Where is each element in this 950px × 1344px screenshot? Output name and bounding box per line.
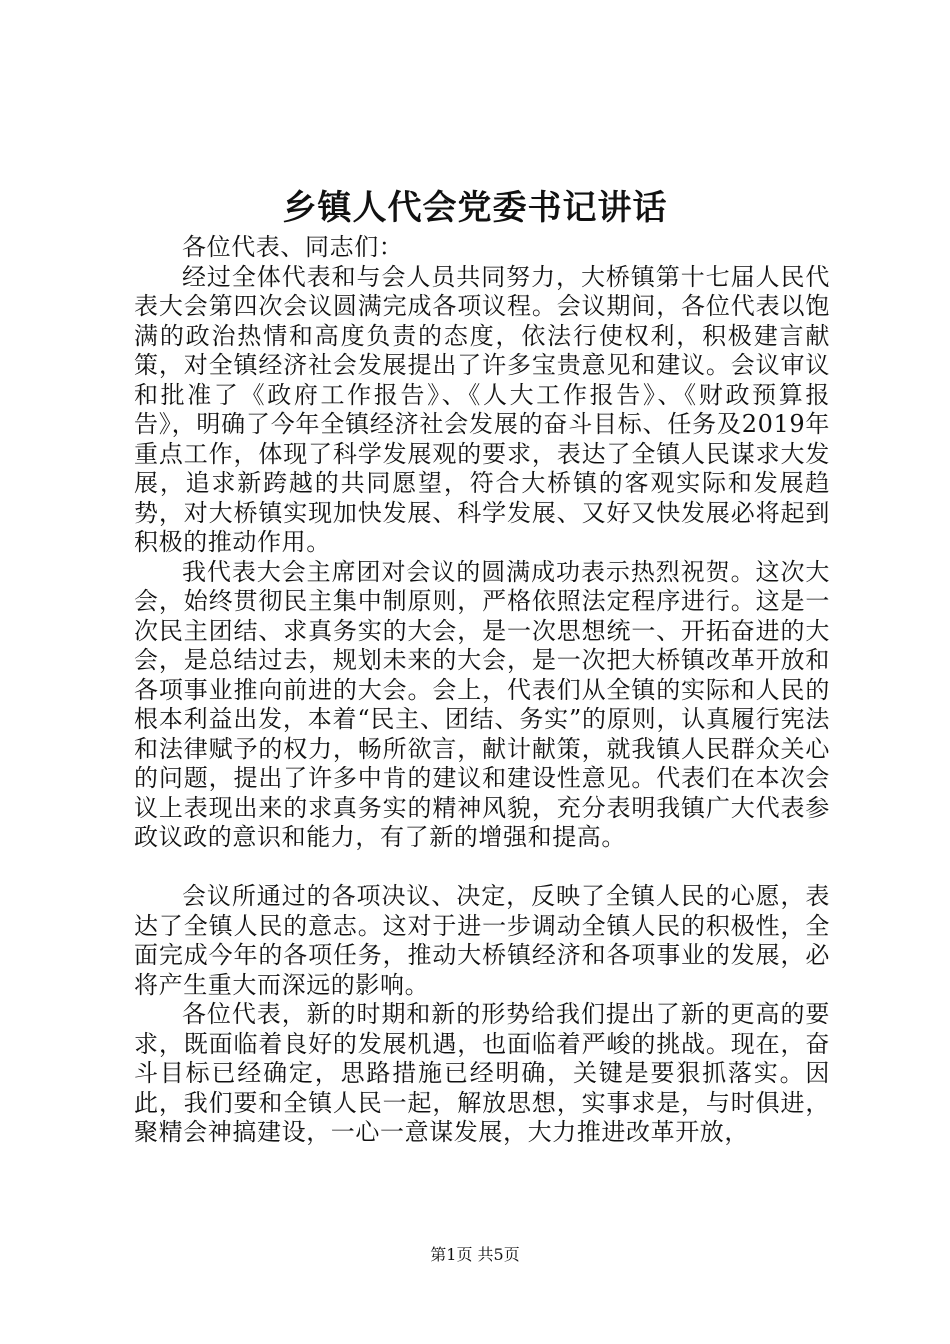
document-body xyxy=(134,233,830,1148)
salutation-paragraph: 各位代表、同志们： xyxy=(182,233,404,261)
document-title: 乡镇人代会党委书记讲话 xyxy=(282,188,668,228)
body-paragraph-3: 会议所通过的各项决议、决定，反映了全镇人民的心愿，表达了全镇人民的意志。这对于进一步调动全镇人民的积极性，全面完成今年的各项任务，推动大桥镇经济和各项事业的发展，必将产生重大而深远的影响。 xyxy=(134,882,830,999)
page-footer: 第1页 共5页 xyxy=(430,1245,520,1264)
body-paragraph-1: 经过全体代表和与会人员共同努力，大桥镇第十七届人民代表大会第四次会议圆满完成各项议程。会议期间，各位代表以饱满的政治热情和高度负责的态度，依法行使权利，积极建言献策，对全镇经济社会发展提出了许多宝贵意见和建议。会议审议和批准了《政府工作报告》、《人大工作报告》、《财政预算报告》，明确了今年全镇经济社会发展的奋斗目标、任务及2019年重点工作，体现了科学发展观的要求，表达了全镇人民谋求大发展，追求新跨越的共同愿望，符合大桥镇的客观实际和发展趋势，对大桥镇实现加快发展、科学发展、又好又快发展必将起到积极的推动作用。 xyxy=(134,262,830,556)
body-paragraph-2: 我代表大会主席团对会议的圆满成功表示热烈祝贺。这次大会，始终贯彻民主集中制原则，严格依照法定程序进行。这是一次民主团结、求真务实的大会，是一次思想统一、开拓奋进的大会，是总结过去，规划未来的大会，是一次把大桥镇改革开放和各项事业推向前进的大会。会上，代表们从全镇的实际和人民的根本利益出发，本着“民主、团结、务实”的原则，认真履行宪法和法律赋予的权力，畅所欲言，献计献策，就我镇人民群众关心的问题，提出了许多中肯的建议和建设性意见。代表们在本次会议上表现出来的求真务实的精神风貌，充分表明我镇广大代表参政议政的意识和能力，有了新的增强和提高。 xyxy=(134,557,830,851)
body-paragraph-4: 各位代表，新的时期和新的形势给我们提出了新的更高的要求，既面临着良好的发展机遇，也面临着严峻的挑战。现在，奋斗目标已经确定，思路措施已经明确，关键是要狠抓落实。因此，我们要和全镇人民一起，解放思想，实事求是，与时俱进，聚精会神搞建设，一心一意谋发展，大力推进改革开放， xyxy=(134,1000,830,1146)
